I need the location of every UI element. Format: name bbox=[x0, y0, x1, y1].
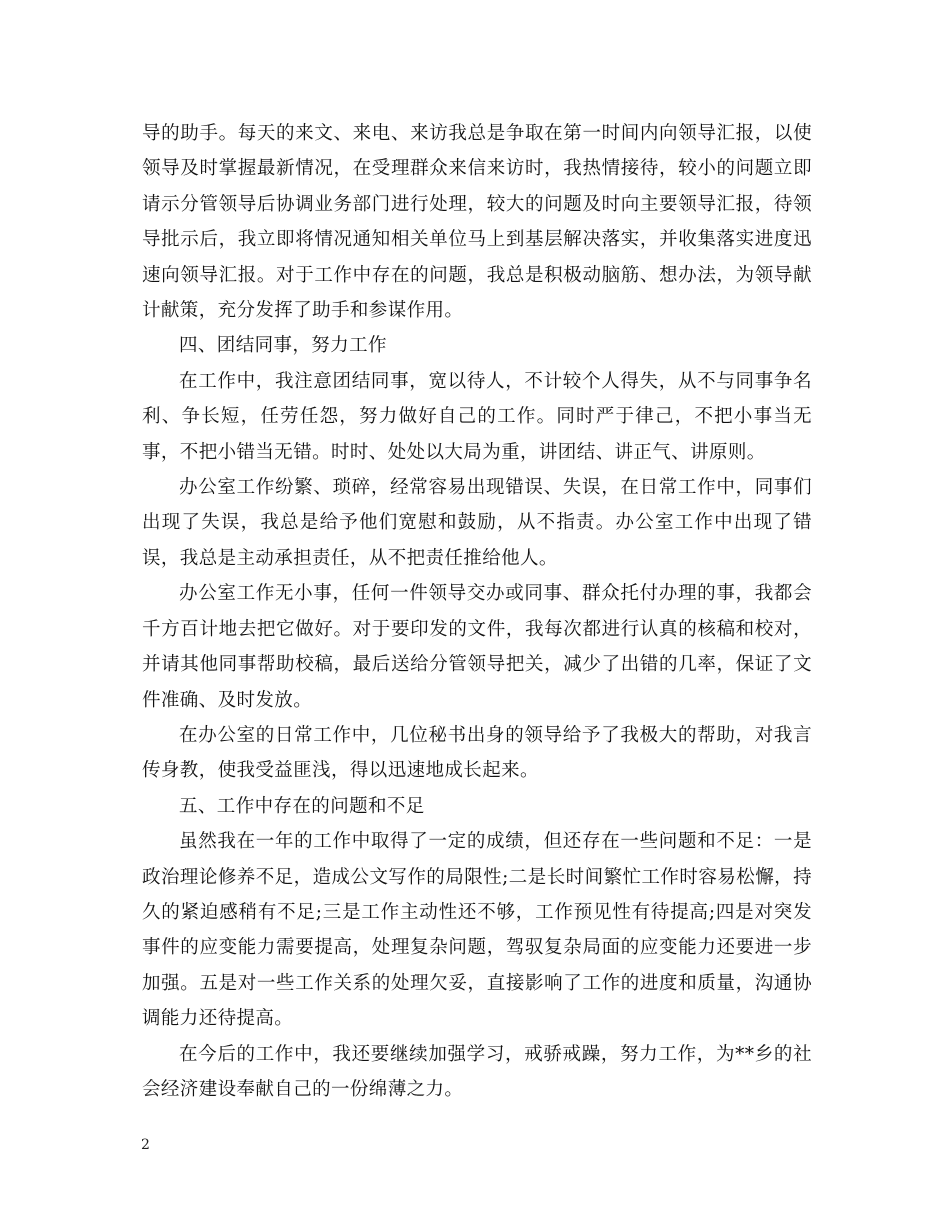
document-body bbox=[142, 116, 812, 1107]
section-heading-4: 四、团结同事，努力工作 bbox=[179, 335, 387, 357]
paragraph: 在今后的工作中，我还要继续加强学习，戒骄戒躁，努力工作，为**乡的社会经济建设奉献自己的一份绵薄之力。 bbox=[142, 1043, 812, 1100]
paragraph: 在办公室的日常工作中，几位秘书出身的领导给予了我极大的帮助，对我言传身教，使我受益匪浅，得以迅速地成长起来。 bbox=[142, 724, 812, 782]
paragraph-continued: 导的助手。每天的来文、来电、来访我总是争取在第一时间内向领导汇报，以使领导及时掌握最新情况，在受理群众来信来访时，我热情接待，较小的问题立即请示分管领导后协调业务部门进行处理，较大的问题及时向主要领导汇报，待领导批示后，我立即将情况通知相关单位马上到基层解决落实，并收集落实进度迅速向领导汇报。对于工作中存在的问题，我总是积极动脑筋、想办法，为领导献计献策，充分发挥了助手和参谋作用。 bbox=[142, 123, 812, 322]
paragraph: 办公室工作无小事，任何一件领导交办或同事、群众托付办理的事，我都会千方百计地去把它做好。对于要印发的文件，我每次都进行认真的核稿和校对，并请其他同事帮助校稿，最后送给分管领导把关，减少了出错的几率，保证了文件准确、及时发放。 bbox=[142, 583, 812, 711]
paragraph: 虽然我在一年的工作中取得了一定的成绩，但还存在一些问题和不足：一是政治理论修养不足，造成公文写作的局限性;二是长时间繁忙工作时容易松懈，持久的紧迫感稍有不足;三是工作主动性还不够，工作预见性有待提高;四是对突发事件的应变能力需要提高，处理复杂问题，驾驭复杂局面的应变能力还要进一步加强。五是对一些工作关系的处理欠妥，直接影响了工作的进度和质量，沟通协调能力还待提高。 bbox=[142, 831, 812, 1030]
section-heading-5: 五、工作中存在的问题和不足 bbox=[179, 795, 425, 817]
page-number: 2 bbox=[141, 1137, 150, 1153]
paragraph: 在工作中，我注意团结同事，宽以待人，不计较个人得失，从不与同事争名利、争长短，任劳任怨，努力做好自己的工作。同时严于律己，不把小事当无事，不把小错当无错。时时、处处以大局为重，讲团结、讲正气、讲原则。 bbox=[142, 370, 812, 463]
paragraph: 办公室工作纷繁、琐碎，经常容易出现错误、失误，在日常工作中，同事们出现了失误，我总是给予他们宽慰和鼓励，从不指责。办公室工作中出现了错误，我总是主动承担责任，从不把责任推给他人。 bbox=[142, 477, 812, 569]
